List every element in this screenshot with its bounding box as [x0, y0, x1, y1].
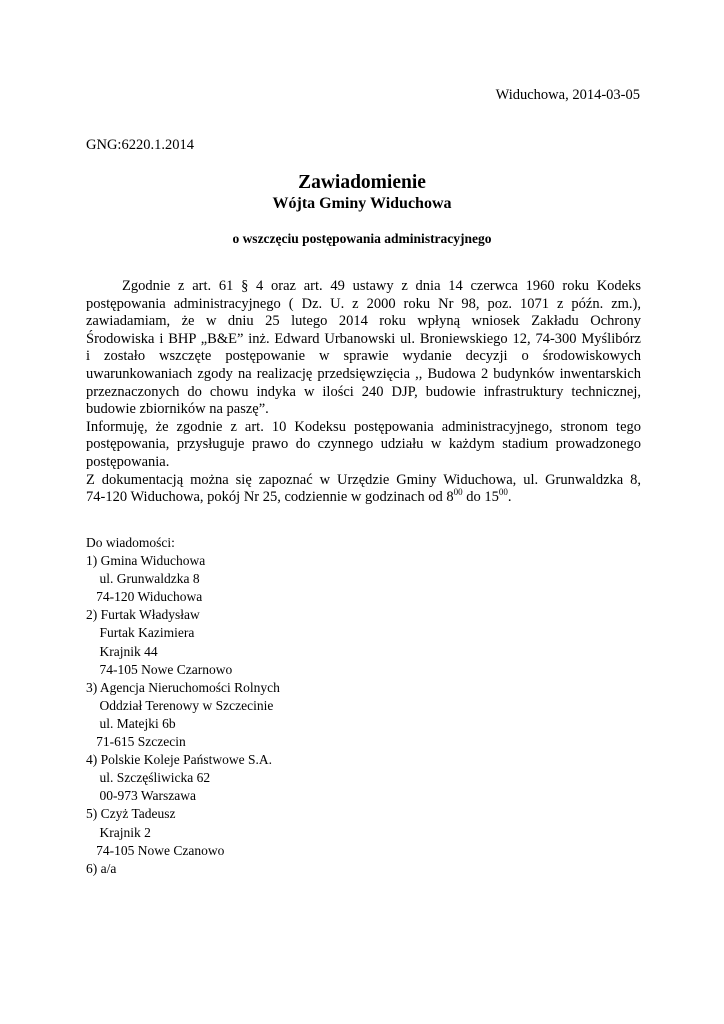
recipient-line: ul. Matejki 6b — [86, 715, 176, 731]
recipient-line: 2) Furtak Władysław — [86, 607, 200, 623]
recipients-heading: Do wiadomości: — [86, 535, 175, 550]
hours-from: 8 — [446, 489, 454, 506]
case-reference-number: GNG:6220.1.2014 — [86, 137, 194, 153]
recipient-line: 1) Gmina Widuchowa — [86, 553, 206, 569]
recipient-line: 3) Agencja Nieruchomości Rolnych — [86, 679, 280, 695]
body-line: uwarunkowaniach zgody na realizację przedsięwzięcia ,, Budowa 2 budynków inwentarskich — [86, 365, 641, 382]
document-subject: o wszczęciu postępowania administracyjnego — [232, 231, 492, 246]
body-line: i zostało wszczęte postępowanie w sprawie wydanie decyzji o środowiskowych — [86, 348, 641, 365]
recipient-line: 74-105 Nowe Czarnowo — [86, 661, 233, 677]
hours-to: 15 — [484, 489, 499, 506]
recipient-line: 4) Polskie Koleje Państwowe S.A. — [86, 752, 272, 768]
body-line: Zgodnie z art. 61 § 4 oraz art. 49 ustawy z dnia 14 czerwca 1960 roku Kodeks — [122, 278, 641, 294]
recipient-line: ul. Szczęśliwicka 62 — [86, 770, 211, 786]
hours-from-minutes: 00 — [453, 487, 463, 498]
recipient-line: 5) Czyż Tadeusz — [86, 806, 176, 822]
notice-body — [86, 278, 641, 507]
recipient-line: Krajnik 44 — [86, 643, 158, 659]
office-hours-line — [86, 489, 641, 507]
recipient-line: 00-973 Warszawa — [86, 788, 197, 804]
hours-separator: do — [462, 489, 485, 506]
body-line: budowie zbiorników na paszę”. — [86, 401, 269, 418]
body-line: Środowiska i BHP „B&E” inż. Edward Urbanowski ul. Broniewskiego 12, 74-300 Myślibórz — [86, 330, 641, 347]
recipient-line: 6) a/a — [86, 860, 117, 876]
body-line: postępowania, przysługuje prawo do czynnego udziału w każdym stadium prowadzonego — [86, 436, 641, 453]
body-line: zawiadamiam, że w dniu 25 lutego 2014 roku wpłyną wniosek Zakładu Ochrony — [86, 313, 641, 330]
document-title: Zawiadomienie — [298, 172, 426, 193]
body-line: postępowania. — [86, 453, 170, 470]
recipient-line: ul. Grunwaldzka 8 — [86, 571, 200, 587]
recipient-line: Furtak Kazimiera — [86, 625, 195, 641]
body-line: przeznaczonych do chowu indyka w ilości 240 DJP, budowie infrastruktury technicznej, — [86, 383, 641, 400]
office-address-text: 74-120 Widuchowa, pokój Nr 25, codziennie w godzinach od — [86, 489, 447, 506]
document-date: Widuchowa, 2014-03-05 — [495, 87, 640, 103]
body-line: postępowania administracyjnego ( Dz. U. z 2000 roku Nr 98, poz. 1071 z późn. zm.), — [86, 295, 641, 312]
hours-to-minutes: 00 — [498, 487, 508, 498]
hours-period: . — [507, 489, 512, 506]
body-line: Informuję, że zgodnie z art. 10 Kodeksu postępowania administracyjnego, stronom tego — [86, 418, 641, 435]
recipient-line: 71-615 Szczecin — [86, 734, 186, 750]
recipient-line: Oddział Terenowy w Szczecinie — [86, 697, 274, 713]
recipient-line: Krajnik 2 — [86, 824, 151, 840]
document-issuer: Wójta Gminy Widuchowa — [272, 195, 452, 212]
recipient-line: 74-105 Nowe Czanowo — [86, 842, 225, 858]
body-line: Z dokumentacją można się zapoznać w Urzędzie Gminy Widuchowa, ul. Grunwaldzka 8, — [86, 471, 641, 488]
recipient-line: 74-120 Widuchowa — [86, 589, 203, 605]
recipients-list — [86, 534, 280, 878]
